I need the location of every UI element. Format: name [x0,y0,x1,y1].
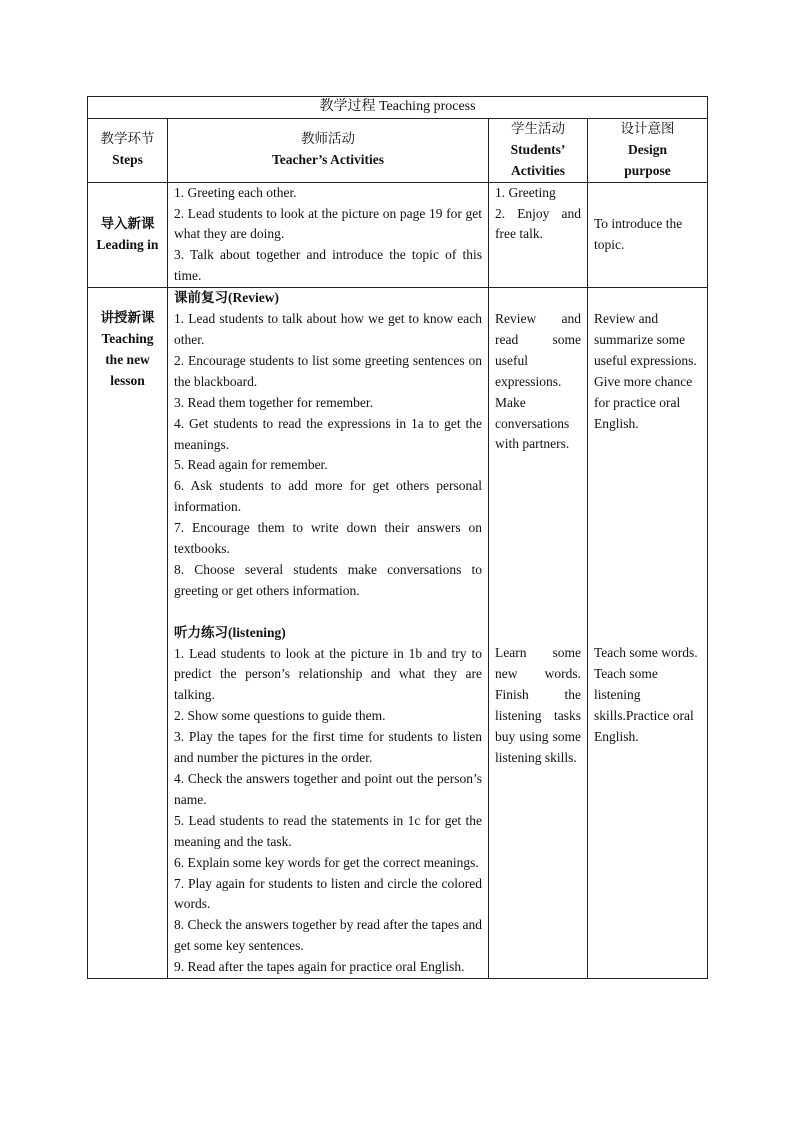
new-lesson-stage-en: Teaching the new lesson [101,331,154,388]
design-header-en: Design purpose [624,141,671,178]
leading-in-stage-zh: 导入新课 [100,215,155,231]
new-lesson-stage [88,288,168,979]
review-design: Review and summarize some useful expressions. Give more chance for practice oral English. [594,311,697,431]
list-item: 8. Choose several students make conversations to greeting or get others information. [174,561,482,598]
leading-in-students [489,182,588,288]
list-item: 9. Read after the tapes again for practice oral English. [174,959,465,975]
table-title: 教学过程 Teaching process [88,97,708,119]
teacher-header [168,118,489,182]
list-item: 1. Lead students to look at the picture in 1b and try to predict the person’s relationship and what they are talking. [174,645,482,703]
listening-students: Learn some new words. Finish the listening tasks buy using some listening skills. [495,645,581,765]
new-lesson-row [88,288,708,979]
design-header [588,118,708,182]
list-item: 1. Lead students to talk about how we get to know each other. [174,311,482,347]
header-row [88,118,708,182]
listening-design: Teach some words. Teach some listening skills.Practice oral English. [594,645,698,744]
list-item: 3. Play the tapes for the first time for students to listen and number the pictures in the order. [174,729,482,766]
listening-title: 听力练习(listening) [174,624,286,640]
list-item: 5. Lead students to read the statements in 1c for get the meaning and the task. [174,812,482,849]
list-item: 6. Ask students to add more for get others personal information. [174,478,482,515]
list-item: 7. Play again for students to listen and circle the colored words. [174,875,482,912]
list-item: 7. Encourage them to write down their answers on textbooks. [174,520,482,557]
list-item: 8. Check the answers together by read after the tapes and get some key sentences. [174,917,482,954]
steps-header [88,118,168,182]
students-header [489,118,588,182]
section-spacer [174,602,482,623]
title-row [88,97,708,119]
leading-in-row [88,182,708,288]
teacher-header-en: Teacher’s Activities [271,152,385,168]
list-item: 4. Check the answers together and point out the person’s name. [174,770,482,807]
steps-header-zh: 教学环节 [100,131,155,147]
list-item: 2. Lead students to look at the picture on page 19 for get what they are doing. [174,205,482,242]
list-item: 4. Get students to read the expressions in 1a to get the meanings. [174,415,482,452]
new-lesson-students [489,288,588,979]
list-item: 1. Greeting each other. [174,184,297,200]
students-header-zh: 学生活动 [511,120,565,136]
new-lesson-teacher [168,288,489,979]
leading-in-design: To introduce the topic. [588,182,708,288]
new-lesson-design [588,288,708,979]
students-header-en: Students’ Activities [510,141,566,178]
design-header-zh: 设计意图 [620,120,675,136]
list-item: 3. Talk about together and introduce the topic of this time. [174,247,482,284]
leading-in-teacher [168,182,489,288]
list-item: 1. Greeting [495,184,556,200]
teaching-process-table [87,96,708,979]
teacher-header-zh: 教师活动 [301,131,355,147]
list-item: 2. Show some questions to guide them. [174,708,386,724]
leading-in-stage-en: Leading in [96,236,159,252]
list-item: 2. Encourage students to list some greeting sentences on the blackboard. [174,352,482,389]
list-item: 3. Read them together for remember. [174,394,374,410]
list-item: 6. Explain some key words for get the correct meanings. [174,854,479,870]
review-title: 课前复习(Review) [174,290,279,306]
review-students: Review and read some useful expressions. Make conversations with partners. [495,311,581,452]
new-lesson-stage-zh: 讲授新课 [100,310,155,326]
list-item: 5. Read again for remember. [174,457,328,473]
leading-in-stage [88,182,168,288]
list-item: 2. Enjoy and free talk. [495,205,581,242]
steps-header-en: Steps [112,152,143,168]
